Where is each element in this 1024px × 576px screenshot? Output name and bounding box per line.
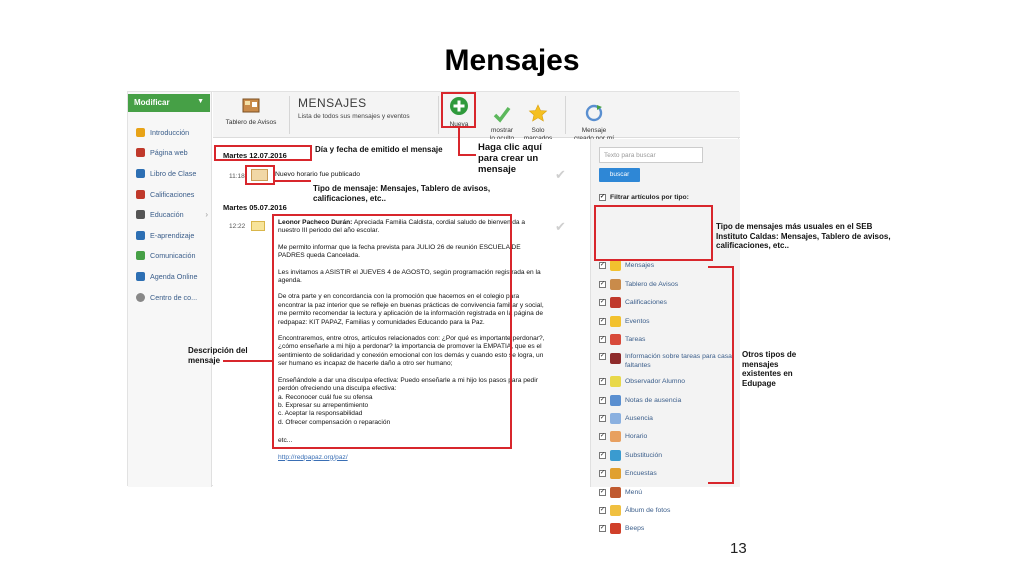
page-title: MENSAJES [298, 96, 367, 110]
annotation-new-note: Haga clic aquí para crear un mensaje [478, 142, 542, 175]
list-item: b. Expresar su arrepentimiento [278, 401, 369, 409]
caret-down-icon: ▼ [197, 98, 204, 105]
filter-type-item[interactable] [599, 505, 739, 516]
message-paragraph: Encontraremos, entre otros, artículos relacionados con: ¿Por qué es importante perdonar?, ¿cómo enseñarle a mi hijo a perdonar? la importancia de promover la EMPATIA, que es el sentimiento de solidaridad y conexión emocional con los demás y cuando esto se logra, un ser humano es incapaz de hacerle daño a otro ser humano; [278, 335, 545, 368]
slide-title: Mensajes [444, 44, 580, 77]
section-header [298, 96, 438, 120]
checkbox[interactable]: ✓ [600, 397, 606, 403]
checkbox[interactable]: ✓ [600, 318, 606, 324]
filter-type-item[interactable] [599, 376, 739, 387]
sidebar-item-introduccion[interactable] [128, 122, 212, 143]
filter-type-icon [610, 297, 621, 308]
filter-type-label: Ausencia [625, 415, 653, 422]
toolbar-divider [438, 96, 439, 134]
message-paragraph: Me permito informar que la fecha prevista para JULIO 26 de reunión ESCUELA DE PADRES queda Cancelada. [278, 243, 521, 260]
sidebar-item-agenda-online[interactable] [128, 266, 212, 287]
list-item: c. Aceptar la responsabilidad [278, 410, 363, 418]
message-time: 12:22 [229, 223, 246, 230]
filter-type-item[interactable] [599, 279, 739, 290]
tablero-label: Tablero de Avisos [225, 119, 277, 126]
filter-type-item[interactable] [599, 334, 739, 345]
annotation-usual-types-note: Tipo de mensajes más usuales en el SEB Instituto Caldas: Mensajes, Tablero de avisos, calificaciones, etc.. [716, 222, 891, 250]
created-by-me-label: Mensaje [581, 127, 607, 134]
filter-type-icon [610, 353, 621, 364]
filter-type-item[interactable] [599, 413, 739, 424]
checkbox[interactable]: ✓ [600, 489, 606, 495]
filter-title [599, 194, 689, 201]
message-type-icon [251, 221, 265, 231]
filter-type-item[interactable] [599, 450, 739, 461]
message-link[interactable]: http://redpapaz.org/paz/ [278, 453, 348, 461]
message-sender: Leonor Pacheco Durán: [278, 219, 353, 226]
agenda-icon [136, 272, 145, 281]
filter-type-label: Horario [625, 433, 648, 440]
search-button[interactable]: buscar [599, 168, 640, 182]
elearning-icon [136, 231, 145, 240]
filter-type-icon [610, 505, 621, 516]
sidebar-item-label: Comunicación [150, 251, 196, 261]
sidebar-item-educacion[interactable] [128, 204, 212, 225]
filter-type-icon [610, 316, 621, 327]
search-input[interactable]: Texto para buscar [599, 147, 703, 163]
refresh-icon [584, 104, 604, 122]
filter-type-label: Eventos [625, 318, 650, 325]
sidebar-item-calificaciones[interactable] [128, 184, 212, 205]
filter-type-label: Mensajes [625, 262, 655, 269]
checkbox[interactable]: ✓ [600, 353, 606, 359]
sidebar-item-label: Libro de Clase [150, 168, 197, 178]
sidebar-item-label: Educación [150, 210, 184, 220]
filter-type-icon [610, 468, 621, 479]
filter-type-item[interactable] [599, 523, 739, 534]
schedule-icon [251, 169, 268, 181]
new-message-button[interactable] [443, 96, 475, 129]
plus-circle-icon [449, 96, 469, 116]
filter-type-label: Tablero de Avisos [625, 281, 679, 288]
filter-type-label: Menú [625, 489, 643, 496]
filter-type-icon [610, 334, 621, 345]
filter-type-label: Observador Alumno [625, 378, 686, 385]
filter-type-icon [610, 279, 621, 290]
message-paragraph: Apreciada Familia Caldista, cordial saludo de bienvenida a nuestro III periodo del año escolar. [278, 219, 526, 235]
message-time: 11:18 [229, 173, 245, 180]
filter-type-item[interactable] [599, 395, 739, 406]
notice-board-icon [242, 98, 260, 114]
checkbox[interactable]: ✓ [600, 433, 606, 439]
filter-type-label: Notas de ausencia [625, 397, 682, 404]
book-icon [136, 169, 145, 178]
filter-type-icon [610, 395, 621, 406]
checkbox[interactable]: ✓ [600, 507, 606, 513]
sidebar-item-libro-de-clase[interactable] [128, 163, 212, 184]
sidebar [128, 92, 212, 487]
filter-type-item[interactable] [599, 431, 739, 442]
checkbox[interactable]: ✓ [600, 525, 606, 531]
sidebar-item-label: Página web [150, 148, 188, 158]
filter-type-icon [610, 431, 621, 442]
annotation-date-note: Día y fecha de emitido el mensaje [315, 145, 443, 154]
day-heading: Martes 05.07.2016 [223, 203, 287, 212]
day-heading: Martes 12.07.2016 [223, 151, 287, 160]
filter-type-item[interactable] [599, 353, 739, 370]
starred-label: Solo [531, 127, 545, 134]
sidebar-item-label: Introducción [150, 127, 190, 137]
grades-icon [136, 190, 145, 199]
filter-type-label: Información sobre tareas para casa faltantes [625, 353, 732, 369]
annotation-other-types-note: Otros tipos de mensajes existentes en Edupage [742, 350, 797, 388]
star-icon [136, 128, 145, 137]
toolbar [213, 92, 740, 138]
checkmark-icon [493, 106, 511, 122]
toolbar-divider [565, 96, 566, 134]
sidebar-item-comunicacion[interactable] [128, 246, 212, 267]
gear-icon [136, 293, 145, 302]
message-body[interactable] [278, 219, 548, 462]
filter-type-item[interactable] [599, 297, 739, 308]
sidebar-item-label: Calificaciones [150, 189, 195, 199]
message-paragraph: De otra parte y en concordancia con la promoción que hacemos en el colegio para encontrar la paz interior que se refleje en buenas prácticas de convivencia familiar y social, me permito recomendar la lectura y aplicación de la información registrada en la página de redpapaz: KIT PAPAZ, Familias y comunidades Educando para la Paz. [278, 293, 544, 326]
modificar-label: Modificar [134, 98, 170, 107]
education-icon [136, 210, 145, 219]
annotation-type-note: Tipo de mensaje: Mensajes, Tablero de avisos, calificaciones, etc.. [313, 184, 491, 203]
filter-type-label: Encuestas [625, 470, 657, 477]
checkbox[interactable]: ✓ [600, 281, 606, 287]
list-item: d. Ofrecer compensación o reparación [278, 418, 391, 426]
message-text[interactable]: Nuevo horario fue publicado [275, 171, 361, 178]
new-label: Nueva [449, 121, 469, 128]
star-icon [528, 104, 548, 122]
filter-type-item[interactable] [599, 468, 739, 479]
annotation-desc-note: Descripción del mensaje [188, 346, 248, 365]
checkbox[interactable]: ✓ [600, 415, 606, 421]
filter-type-label: Beeps [625, 525, 645, 532]
filter-type-label: Substitución [625, 452, 663, 459]
filter-type-icon [610, 450, 621, 461]
message-etc: etc... [278, 437, 293, 445]
checkbox[interactable]: ✓ [600, 336, 606, 342]
modificar-button[interactable] [128, 94, 210, 112]
filter-type-item[interactable] [599, 487, 739, 498]
filter-type-icon [610, 487, 621, 498]
filter-type-item[interactable] [599, 316, 739, 327]
filter-type-icon [610, 376, 621, 387]
checkbox[interactable]: ✓ [600, 262, 606, 268]
tablero-de-avisos-button[interactable] [217, 98, 285, 127]
sidebar-item-centro[interactable] [128, 287, 212, 308]
filter-title-label: Filtrar artículos por tipo: [610, 194, 689, 201]
filter-type-icon [610, 260, 621, 271]
page-subtitle: Lista de todos sus mensajes y eventos [298, 113, 410, 120]
checkbox[interactable]: ✓ [600, 299, 606, 305]
filter-type-item[interactable] [599, 260, 739, 271]
checkbox[interactable]: ✓ [600, 378, 606, 384]
filter-type-icon [610, 413, 621, 424]
filter-type-label: Tareas [625, 336, 646, 343]
checkbox[interactable]: ✓ [600, 452, 606, 458]
chevron-right-icon: › [205, 210, 208, 220]
sidebar-item-label: E-aprendizaje [150, 230, 195, 240]
filter-type-label: Calificaciones [625, 299, 667, 306]
filter-type-icon [610, 523, 621, 534]
sidebar-item-pagina-web[interactable] [128, 143, 212, 164]
message-paragraph: Les invitamos a ASISTIR el JUEVES 4 de AGOSTO, según programación registrada en la agenda. [278, 268, 541, 285]
list-item: a. Reconocer cuál fue su ofensa [278, 393, 373, 401]
checkbox[interactable]: ✓ [600, 470, 606, 476]
sidebar-item-label: Centro de co... [150, 292, 198, 302]
message-list-intro: Enseñándole a dar una disculpa efectiva: Puedo enseñarle a mi hijo los pasos para pedir perdón ofreciendo una disculpa efectiva: [278, 376, 538, 393]
toolbar-divider [289, 96, 290, 134]
sidebar-nav [128, 122, 212, 307]
page-number: 13 [730, 540, 747, 557]
check-icon[interactable]: ✔ [555, 219, 566, 234]
communication-icon [136, 251, 145, 260]
sidebar-item-label: Agenda Online [150, 271, 198, 281]
show-hidden-label: mostrar [490, 127, 514, 134]
filter-type-label: Álbum de fotos [625, 507, 671, 514]
web-icon [136, 148, 145, 157]
checkbox[interactable]: ✓ [600, 194, 606, 200]
sidebar-item-e-aprendizaje[interactable] [128, 225, 212, 246]
filter-panel [590, 139, 740, 532]
check-icon[interactable]: ✔ [555, 167, 566, 182]
